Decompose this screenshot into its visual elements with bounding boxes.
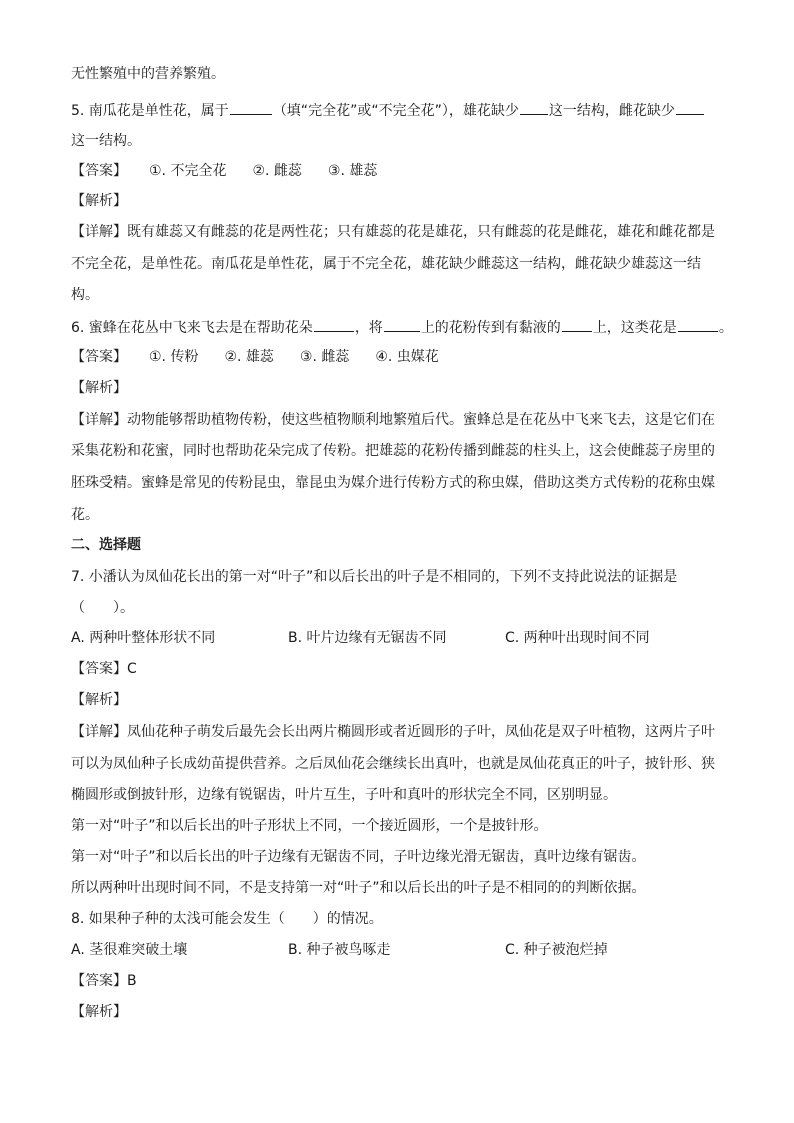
answer-blank	[678, 317, 718, 332]
answer-blank	[520, 100, 548, 115]
answer-blank	[562, 317, 592, 332]
text-line: 不完全花，是单性花。南瓜花是单性花，属于不完全花，雄花缺少雌蕊这一结构，雌花缺少雄蕊这一结	[71, 256, 701, 272]
text-line: （ ）。	[71, 600, 134, 616]
text-line: 采集花粉和花蜜，同时也帮助花朵完成了传粉。把雄蕊的花粉传播到雌蕊的柱头上，这会使雌蕊子房里的	[71, 443, 715, 459]
detail-paragraph: 【详解】动物能够帮助植物传粉，使这些植物顺利地繁殖后代。蜜蜂总是在花丛中飞来飞去，这是它们在	[71, 412, 715, 428]
question-8: 8. 如果种子种的太浅可能会发生（ ）的情况。	[71, 911, 383, 927]
answer-blank	[384, 317, 420, 332]
answer-row: 【答案】B	[71, 973, 137, 989]
text-line: 第一对“叶子”和以后长出的叶子边缘有无锯齿不同，子叶边缘光滑无锯齿，真叶边缘有锯齿。	[71, 849, 646, 865]
answer-label: 【答案】	[71, 349, 127, 365]
option-c: C. 两种叶出现时间不同	[505, 630, 650, 646]
answer-item: ②. 雌蕊	[252, 163, 302, 179]
text-line: 可以为凤仙种子长成幼苗提供营养。之后凤仙花会继续长出真叶，也就是凤仙花真正的叶子，披针形、狭	[71, 756, 715, 772]
answer-blank	[676, 100, 704, 115]
answer-row: 【答案】C	[71, 661, 137, 677]
option-a: A. 茎很难突破土壤	[71, 942, 188, 958]
question-7: 7. 小潘认为凤仙花长出的第一对“叶子”和以后长出的叶子是不相同的，下列不支持此说法的证据是	[71, 569, 678, 585]
option-c: C. 种子被泡烂掉	[505, 942, 608, 958]
analysis-label: 【解析】	[71, 1004, 127, 1020]
answer-item: ③. 雌蕊	[299, 349, 350, 365]
answer-item: ③. 雄蕊	[327, 163, 378, 179]
option-b: B. 种子被鸟啄走	[288, 942, 391, 958]
answer-row	[71, 161, 734, 181]
text-line: 椭圆形或倒披针形，边缘有锐锯齿，叶片互生，子叶和真叶的形状完全不同，区别明显。	[71, 787, 617, 803]
option-a: A. 两种叶整体形状不同	[71, 630, 216, 646]
answer-blank	[314, 317, 354, 332]
answer-value: B	[127, 973, 137, 989]
analysis-label: 【解析】	[71, 692, 127, 708]
text-line: 构。	[71, 287, 99, 303]
option-b: B. 叶片边缘有无锯齿不同	[288, 630, 447, 646]
text-line: 胚珠受精。蜜蜂是常见的传粉昆虫，靠昆虫为媒介进行传粉方式的称虫媒，借助这类方式传粉的花称虫媒	[71, 475, 715, 491]
question-5: 5. 南瓜花是单性花，属于 （填“完全花”或“不完全花”），雄花缺少 这一结构，雌花缺少	[71, 100, 734, 121]
text-line: 第一对“叶子”和以后长出的叶子形状上不同，一个接近圆形，一个是披针形。	[71, 818, 548, 834]
detail-paragraph: 【详解】既有雄蕊又有雌蕊的花是两性花；只有雄蕊的花是雄花，只有雌蕊的花是雌花，雄花和雌花都是	[71, 224, 715, 240]
answer-item: ①. 不完全花	[149, 163, 227, 179]
text-line: 这一结构。	[71, 133, 141, 149]
text-line: 花。	[71, 507, 99, 523]
answer-item: ①. 传粉	[149, 349, 199, 365]
answer-value: C	[127, 661, 137, 677]
text-line: 所以两种叶出现时间不同，不是支持第一对“叶子”和以后长出的叶子是不相同的的判断依据。	[71, 880, 646, 896]
analysis-label: 【解析】	[71, 193, 127, 209]
answer-row	[71, 347, 734, 367]
answer-label: 【答案】	[71, 163, 127, 179]
section-heading: 二、选择题	[71, 537, 141, 553]
question-6: 6. 蜜蜂在花丛中飞来飞去是在帮助花朵 ，将 上的花粉传到有黏液的 上，这类花是 。	[71, 317, 734, 338]
answer-item: ②. 雄蕊	[224, 349, 274, 365]
detail-paragraph: 【详解】凤仙花种子萌发后最先会长出两片椭圆形或者近圆形的子叶，凤仙花是双子叶植物，这两片子叶	[71, 724, 715, 740]
analysis-label: 【解析】	[71, 380, 127, 396]
answer-blank	[230, 100, 272, 115]
answer-item: ④. 虫媒花	[375, 349, 439, 365]
text-line: 无性繁殖中的营养繁殖。	[71, 66, 225, 82]
